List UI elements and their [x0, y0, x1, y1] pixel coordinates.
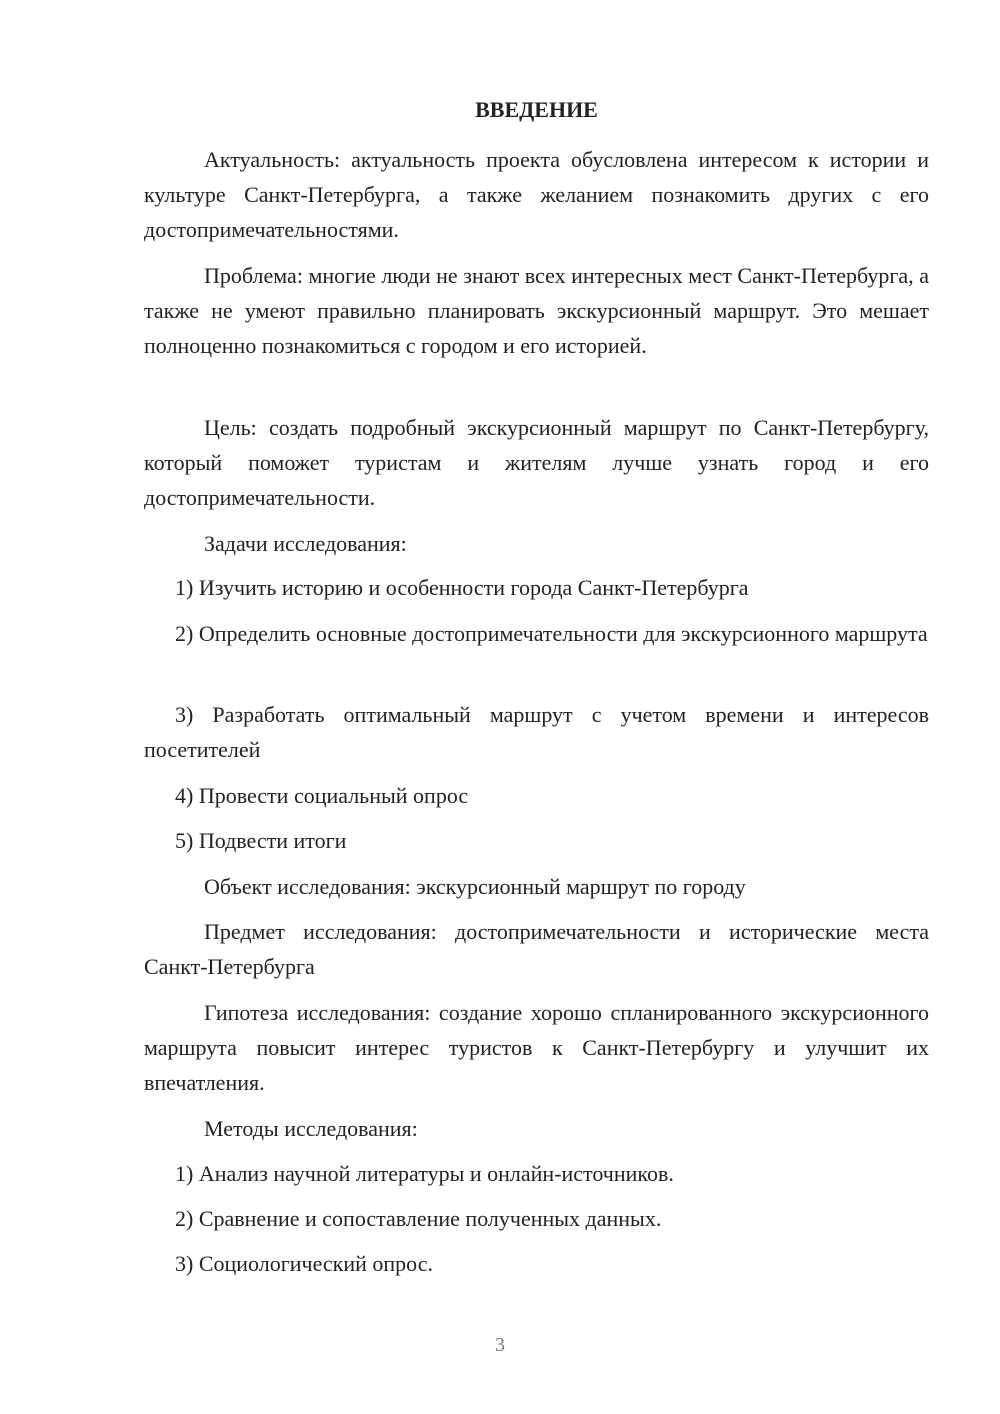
- methods-title: Методы исследования:: [204, 1116, 418, 1141]
- research-subject: Предмет исследования: достопримечательности и исторические места Санкт-Петербурга: [144, 919, 929, 979]
- task-item-4: 4) Провести социальный опрос: [175, 783, 469, 808]
- tasks-title: Задачи исследования:: [204, 531, 407, 556]
- method-item-1: 1) Анализ научной литературы и онлайн-источников.: [175, 1161, 674, 1186]
- research-hypothesis: Гипотеза исследования: создание хорошо спланированного экскурсионного маршрута повысит интерес туристов к Санкт-Петербургу и улучшит их впечатления.: [144, 1000, 929, 1095]
- paragraph-goal: Цель: создать подробный экскурсионный маршрут по Санкт-Петербургу, который поможет туристам и жителям лучше узнать город и его достопримечательности.: [144, 415, 929, 510]
- paragraph-problem: Проблема: многие люди не знают всех интересных мест Санкт-Петербурга, а также не умеют правильно планировать экскурсионный маршрут. Это мешает полноценно познакомиться с городом и его историей.: [144, 263, 929, 358]
- paragraph-relevance: Актуальность: актуальность проекта обусловлена интересом к истории и культуре Санкт-Петербурга, а также желанием познакомить других с его достопримечательностями.: [144, 147, 929, 242]
- task-item-3: 3) Разработать оптимальный маршрут с учетом времени и интересов посетителей: [144, 702, 929, 762]
- task-item-5: 5) Подвести итоги: [175, 828, 347, 853]
- page-number: 3: [495, 1334, 505, 1356]
- method-item-3: 3) Социологический опрос.: [175, 1251, 433, 1276]
- task-item-1: 1) Изучить историю и особенности города Санкт-Петербурга: [175, 575, 749, 600]
- research-object: Объект исследования: экскурсионный маршрут по городу: [204, 874, 746, 899]
- method-item-2: 2) Сравнение и сопоставление полученных данных.: [175, 1206, 662, 1231]
- page-title: ВВЕДЕНИЕ: [475, 97, 598, 122]
- task-item-2: 2) Определить основные достопримечательности для экскурсионного маршрута: [175, 621, 928, 646]
